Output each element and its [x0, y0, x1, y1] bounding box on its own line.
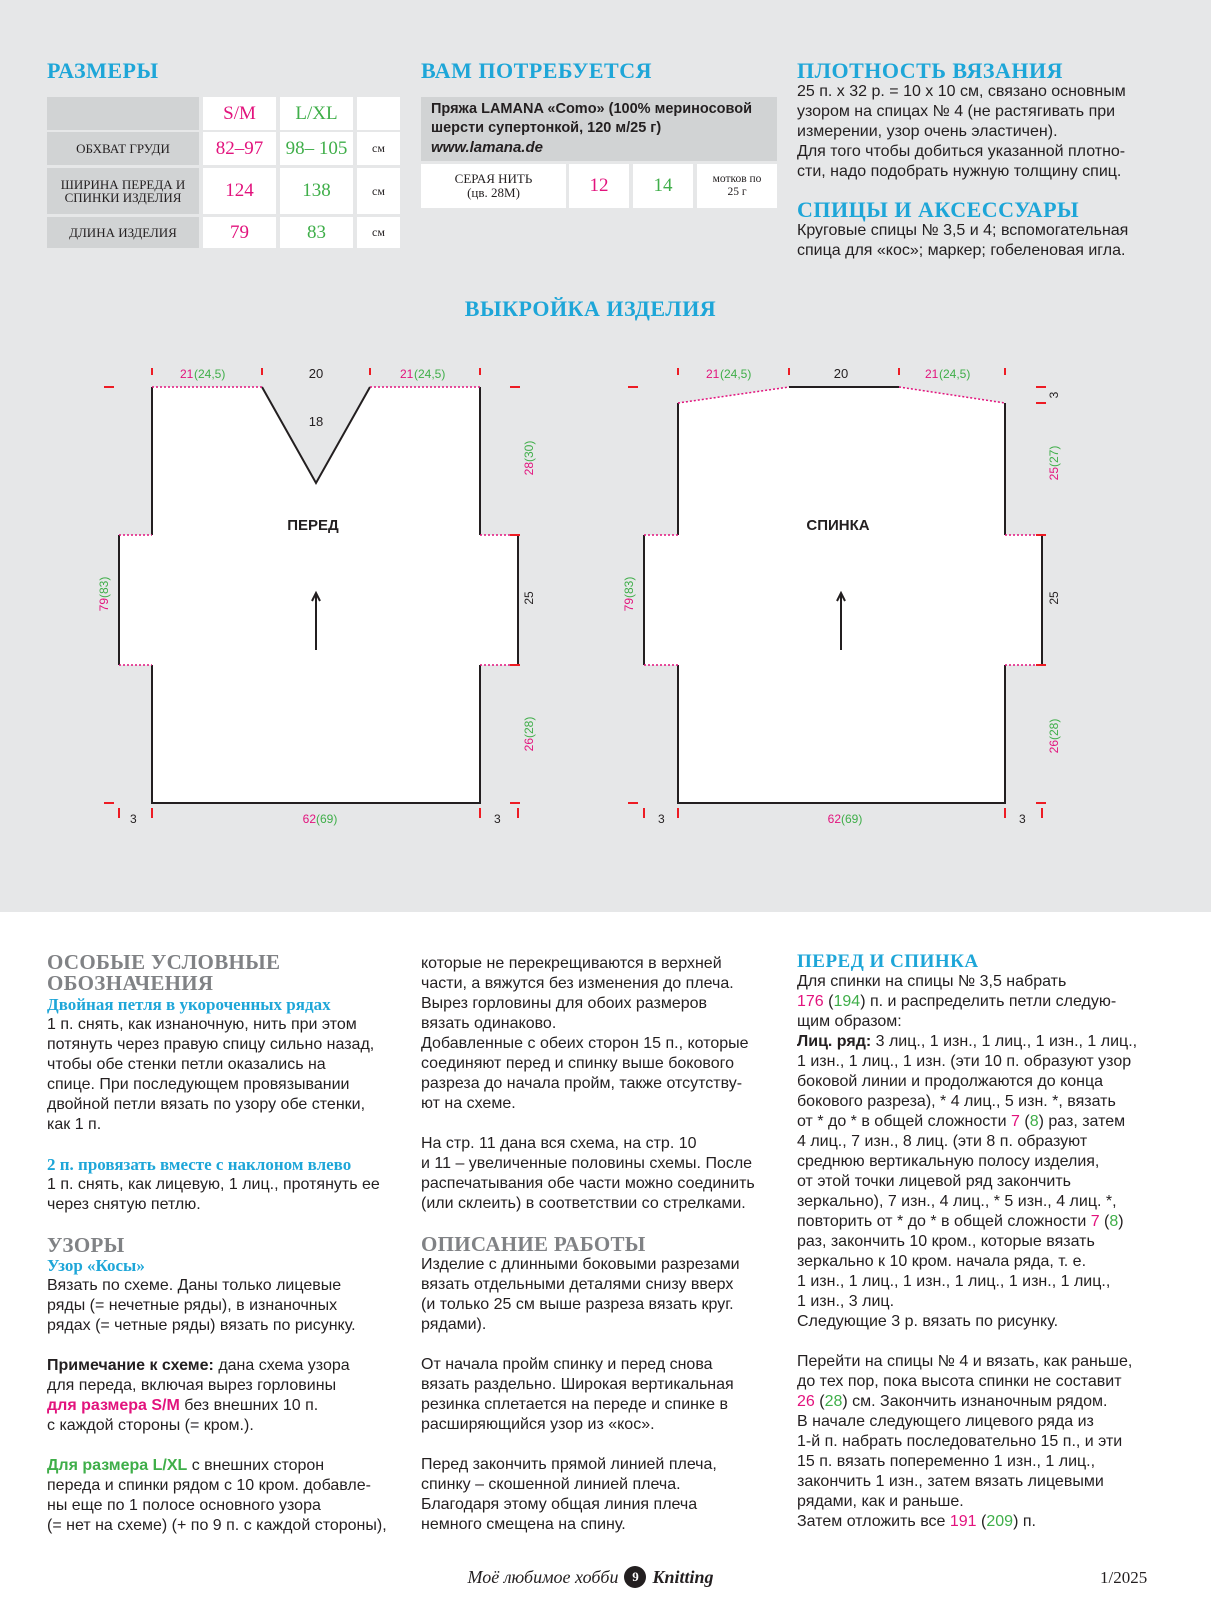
num-lxl: 28	[824, 1393, 843, 1410]
col1-sub-k2tog: 2 п. провязать вместе с наклоном влево	[47, 1155, 352, 1174]
text-span: с внешних сторон	[187, 1457, 325, 1474]
yarn-unit: мотков по 25 г	[697, 164, 777, 208]
text-line: От начала пройм спинку и перед снова	[421, 1356, 713, 1373]
back-length-lxl: (83)	[622, 576, 636, 598]
front-shoulder-left-lxl: (24,5)	[194, 367, 226, 381]
num-sm: 176	[797, 993, 824, 1010]
row-width-lxl: 138	[280, 168, 353, 214]
gauge-heading: ПЛОТНОСТЬ ВЯЗАНИЯ	[797, 58, 1063, 83]
back-length-label	[622, 577, 636, 612]
size-lxl-label: Для размера L/XL	[47, 1457, 188, 1474]
yarn-qty-lxl: 14	[633, 164, 693, 208]
text-line: Затем отложить все 191 (209) п.	[797, 1513, 1036, 1530]
back-slit-lxl: (28)	[1047, 718, 1061, 740]
footer-page-number: 9	[624, 1566, 646, 1588]
text-line: резинка сплетается на переде и спинке в	[421, 1396, 728, 1413]
rs-row-label: Лиц. ряд:	[797, 1033, 872, 1050]
back-armhole-sm: 25	[1047, 467, 1061, 481]
materials-heading: ВАМ ПОТРЕБУЕТСЯ	[421, 58, 652, 83]
col1-heading-1: ОСОБЫЕ УСЛОВНЫЕ	[47, 950, 281, 974]
front-armhole-sm: 28	[522, 462, 536, 476]
row-label-width: ШИРИНА ПЕРЕДА И СПИНКИ ИЗДЕЛИЯ	[47, 168, 199, 214]
text-line: ны еще по 1 полосе основного узора	[47, 1497, 321, 1514]
yarn-color-code: (цв. 28М)	[467, 185, 520, 200]
num-lxl: 8	[1109, 1213, 1119, 1230]
front-middle-label	[522, 591, 536, 605]
text-span: п. и распределить петли следую-	[865, 993, 1117, 1010]
back-border-left: 3	[658, 812, 665, 826]
back-slit-sm: 26	[1047, 740, 1061, 754]
yarn-line1: Пряжа LAMANA «Como» (100% мериносовой	[431, 101, 752, 117]
text-line: которые не перекрещиваются в верхней	[421, 955, 722, 972]
back-slit-label	[1047, 719, 1061, 754]
text-line	[47, 1356, 407, 1376]
front-width-sm: 62	[302, 812, 316, 826]
text-line: от * до * в общей сложности 7 (8) раз, затем	[797, 1113, 1126, 1130]
text-line: части, а вяжутся без изменения до плеча.	[421, 975, 734, 992]
front-neck-depth: 18	[308, 414, 324, 429]
text-line: На стр. 11 дана вся схема, на стр. 10	[421, 1135, 697, 1152]
front-armhole-label	[522, 441, 536, 476]
yarn-qty-sm: 12	[569, 164, 629, 208]
text-line: через снятую петлю.	[47, 1196, 201, 1213]
text-line: потянуть через правую спицу сильно назад,	[47, 1036, 375, 1053]
sizes-heading: РАЗМЕРЫ	[47, 58, 159, 83]
row-length-unit: см	[357, 217, 400, 248]
text-line: переда и спинки рядом с 10 кром. добавле-	[47, 1477, 371, 1494]
column-3	[797, 952, 1197, 1532]
front-length-lxl: (83)	[97, 576, 111, 598]
text-span: раз, затем	[1043, 1113, 1126, 1130]
yarn-url: www.lamana.de	[431, 139, 543, 156]
col2-heading-description: ОПИСАНИЕ РАБОТЫ	[421, 1232, 646, 1256]
col3-heading: ПЕРЕД И СПИНКА	[797, 951, 979, 972]
pattern-heading: ВЫКРОЙКА ИЗДЕЛИЯ	[464, 296, 717, 321]
back-shoulder-right-lxl: (24,5)	[939, 367, 971, 381]
front-width-lxl: (69)	[316, 812, 338, 826]
front-armhole-lxl: (30)	[522, 440, 536, 462]
text-line: Перед закончить прямой линией плеча,	[421, 1456, 717, 1473]
size-sm-label: для размера S/M	[47, 1397, 180, 1414]
text-line: 15 п. вязать попеременно 1 изн., 1 лиц.,	[797, 1453, 1096, 1470]
row-width-sm: 124	[203, 168, 276, 214]
row-length-sm: 79	[203, 217, 276, 248]
back-shoulder-right-sm: 21	[925, 367, 939, 381]
text-line: среднюю вертикальную полосу изделия,	[797, 1153, 1100, 1170]
text-line: В начале следующего лицевого ряда из	[797, 1413, 1094, 1430]
text-line: немного смещена на спину.	[421, 1516, 626, 1533]
num-lxl: 8	[1029, 1113, 1039, 1130]
front-length-label	[97, 577, 111, 612]
text-span: 3 лиц., 1 изн., 1 лиц., 1 изн., 1 лиц.,	[871, 1033, 1138, 1050]
text-line: расширяющийся узор из «кос».	[421, 1416, 655, 1433]
row-chest-lxl: 98– 105	[280, 132, 353, 165]
text-span: Затем отложить все	[797, 1513, 950, 1530]
num-sm: 26	[797, 1393, 815, 1410]
back-shoulder-drop: 3	[1047, 391, 1061, 399]
back-neck-width: 20	[833, 366, 849, 381]
num-lxl: 209	[986, 1513, 1014, 1530]
note-label: Примечание к схеме:	[47, 1357, 214, 1374]
col1-heading-2: ОБОЗНАЧЕНИЯ	[47, 971, 214, 995]
text-line: 1-й п. набрать последовательно 15 п., и эти	[797, 1433, 1123, 1450]
text-line: Добавленные с обеих сторон 15 п., которые	[421, 1035, 749, 1052]
text-line	[47, 1456, 407, 1476]
text-line: вязать раздельно. Широкая вертикальная	[421, 1376, 734, 1393]
gauge-line: Для того чтобы добиться указанной плотно-	[797, 143, 1126, 160]
front-label: ПЕРЕД	[287, 517, 339, 534]
front-shoulder-left-sm: 21	[180, 367, 194, 381]
text-line: Вырез горловины для обоих размеров	[421, 995, 708, 1012]
text-line: Вязать по схеме. Даны только лицевые	[47, 1277, 342, 1294]
back-width-sm: 62	[827, 812, 841, 826]
back-shoulder-left-lxl: (24,5)	[720, 367, 752, 381]
text-line: (или склеить) в соответствии со стрелками.	[421, 1195, 746, 1212]
front-shoulder-right-sm: 21	[400, 367, 414, 381]
text-line: двойной петли вязать по узору обе стенки,	[47, 1096, 366, 1113]
footer-magazine: Моё любимое хобби	[467, 1566, 619, 1587]
front-piece-fill	[119, 387, 518, 803]
text-line: повторить от * до * в общей сложности 7 (8)	[797, 1213, 1124, 1230]
footer-center	[0, 1566, 1181, 1588]
text-span: без внешних 10 п.	[179, 1397, 319, 1414]
text-span: от * до * в общей сложности	[797, 1113, 1011, 1130]
text-line: рядах (= четные ряды) вязать по рисунку.	[47, 1317, 356, 1334]
back-armhole-lxl: (27)	[1047, 445, 1061, 467]
back-middle: 25	[1047, 591, 1061, 605]
back-length-sm: 79	[622, 598, 636, 612]
column-2	[421, 954, 781, 1535]
back-armhole-label	[1047, 446, 1061, 481]
row-chest-sm: 82–97	[203, 132, 276, 165]
text-line: бокового разреза), * 4 лиц., 5 изн. *, вязать	[797, 1093, 1116, 1110]
row-width-unit: см	[357, 168, 400, 214]
text-line: Благодаря этому общая линия плеча	[421, 1496, 698, 1513]
row-label-length: ДЛИНА ИЗДЕЛИЯ	[47, 217, 199, 248]
text-line: спинку – скошенной линией плеча.	[421, 1476, 681, 1493]
text-line: чтобы обе стенки петли оказались на	[47, 1056, 326, 1073]
text-span: см. Закончить изнаночным рядом.	[847, 1393, 1108, 1410]
text-span: повторить от * до * в общей сложности	[797, 1213, 1091, 1230]
text-line: вязать одинаково.	[421, 1015, 557, 1032]
gauge-line: 25 п. х 32 р. = 10 х 10 см, связано основным	[797, 83, 1126, 100]
text-line	[797, 1032, 1197, 1052]
text-line: боковой линии и продолжаются до конца	[797, 1073, 1104, 1090]
num-sm: 7	[1011, 1113, 1020, 1130]
text-line: разреза до начала пройм, также отсутству-	[421, 1075, 743, 1092]
text-span: п.	[1018, 1513, 1036, 1530]
text-line: (= нет на схеме) (+ по 9 п. с каждой стороны),	[47, 1517, 387, 1534]
text-line: с каждой стороны (= кром.).	[47, 1417, 254, 1434]
col1-sub-cables: Узор «Косы»	[47, 1256, 145, 1275]
front-middle: 25	[522, 591, 536, 605]
footer-issue: 1/2025	[1100, 1568, 1148, 1587]
front-border-right: 3	[494, 812, 501, 826]
front-border-left: 3	[130, 812, 137, 826]
text-line: Изделие с длинными боковыми разрезами	[421, 1256, 740, 1273]
text-line: 176 (194) п. и распределить петли следую-	[797, 993, 1117, 1010]
num-sm: 191	[949, 1513, 977, 1530]
text-line: и 11 – увеличенные половины схемы. После	[421, 1155, 753, 1172]
yarn-line2: шерсти супертонкой, 120 м/25 г)	[431, 120, 662, 136]
text-line: 1 п. снять, как лицевую, 1 лиц., протянуть ее	[47, 1176, 380, 1193]
sizes-col-lxl: L/XL	[280, 97, 353, 130]
num-sm: 7	[1090, 1213, 1100, 1230]
text-line	[47, 1396, 407, 1416]
row-label-chest: ОБХВАТ ГРУДИ	[47, 132, 199, 165]
gauge-line: узором на спицах № 4 (не растягивать при	[797, 103, 1116, 120]
text-line: от этой точки лицевой ряд закончить	[797, 1173, 1071, 1190]
text-line: 1 изн., 1 лиц., 1 изн. (эти 10 п. образуют узор	[797, 1053, 1132, 1070]
text-line: ют на схеме.	[421, 1095, 516, 1112]
back-middle-label	[1047, 591, 1061, 605]
needles-line: Круговые спицы № 3,5 и 4; вспомогательная	[797, 222, 1129, 239]
text-line: 1 изн., 1 лиц., 1 изн., 1 лиц., 1 изн., 1 лиц.,	[797, 1273, 1111, 1290]
gauge-line: измерении, узор очень эластичен).	[797, 123, 1058, 140]
front-slit-sm: 26	[522, 738, 536, 752]
text-line: рядами).	[421, 1316, 487, 1333]
row-chest-unit: см	[357, 132, 400, 165]
note-text: дана схема узора	[213, 1357, 350, 1374]
text-line: спице. При последующем провязывании	[47, 1076, 350, 1093]
text-line: до тех пор, пока высота спинки не составит	[797, 1373, 1122, 1390]
front-slit-lxl: (28)	[522, 716, 536, 738]
column-1	[47, 952, 407, 1536]
front-neck-width: 20	[308, 366, 324, 381]
text-line: 1 п. снять, как изнаночную, нить при этом	[47, 1016, 357, 1033]
back-shoulder-drop-label	[1047, 391, 1061, 398]
footer-section: Knitting	[652, 1566, 714, 1587]
text-line: раз, закончить 10 кром., которые вязать	[797, 1233, 1095, 1250]
text-line: распечатывания обе части можно соединить	[421, 1175, 755, 1192]
front-shoulder-right-lxl: (24,5)	[414, 367, 446, 381]
text-line: ряды (= нечетные ряды), в изнаночных	[47, 1297, 338, 1314]
text-line: зеркально), 7 изн., 4 лиц., * 5 изн., 4 лиц. *,	[797, 1193, 1117, 1210]
back-shoulder-left-sm: 21	[706, 367, 720, 381]
text-line: 4 лиц., 7 изн., 8 лиц. (эти 8 п. образуют	[797, 1133, 1088, 1150]
back-label: СПИНКА	[806, 517, 870, 534]
row-length-lxl: 83	[280, 217, 353, 248]
text-line: Для спинки на спицы № 3,5 набрать	[797, 973, 1067, 990]
text-line: 1 изн., 3 лиц.	[797, 1293, 895, 1310]
text-line: рядами, как и раньше.	[797, 1493, 964, 1510]
text-line: соединяют перед и спинку выше бокового	[421, 1055, 734, 1072]
text-line: (и только 25 см выше разреза вязать круг.	[421, 1296, 734, 1313]
back-border-right: 3	[1019, 812, 1026, 826]
front-slit-label	[522, 717, 536, 752]
text-line: как 1 п.	[47, 1116, 102, 1133]
col1-heading-patterns: УЗОРЫ	[47, 1233, 125, 1257]
col1-sub-double-stitch: Двойная петля в укороченных рядах	[47, 995, 331, 1014]
needles-line: спица для «кос»; маркер; гобеленовая игла.	[797, 242, 1126, 259]
text-line: щим образом:	[797, 1013, 902, 1030]
text-line: зеркально к 10 кром. начала ряда, т. е.	[797, 1253, 1087, 1270]
text-line: для переда, включая вырез горловины	[47, 1377, 337, 1394]
text-line: Перейти на спицы № 4 и вязать, как раньше,	[797, 1353, 1133, 1370]
text-line: закончить 1 изн., затем вязать лицевыми	[797, 1473, 1104, 1490]
needles-heading: СПИЦЫ И АКСЕССУАРЫ	[797, 197, 1080, 222]
num-lxl: 194	[833, 993, 861, 1010]
text-line: 26 (28) см. Закончить изнаночным рядом.	[797, 1393, 1108, 1410]
yarn-color-name: СЕРАЯ НИТЬ	[454, 171, 533, 186]
sizes-col-sm: S/M	[203, 97, 276, 130]
gauge-line: сти, надо подобрать нужную толщину спиц.	[797, 163, 1122, 180]
back-width-lxl: (69)	[841, 812, 863, 826]
text-line: вязать отдельными деталями снизу вверх	[421, 1276, 734, 1293]
text-line: Следующие 3 р. вязать по рисунку.	[797, 1313, 1059, 1330]
front-length-sm: 79	[97, 598, 111, 612]
